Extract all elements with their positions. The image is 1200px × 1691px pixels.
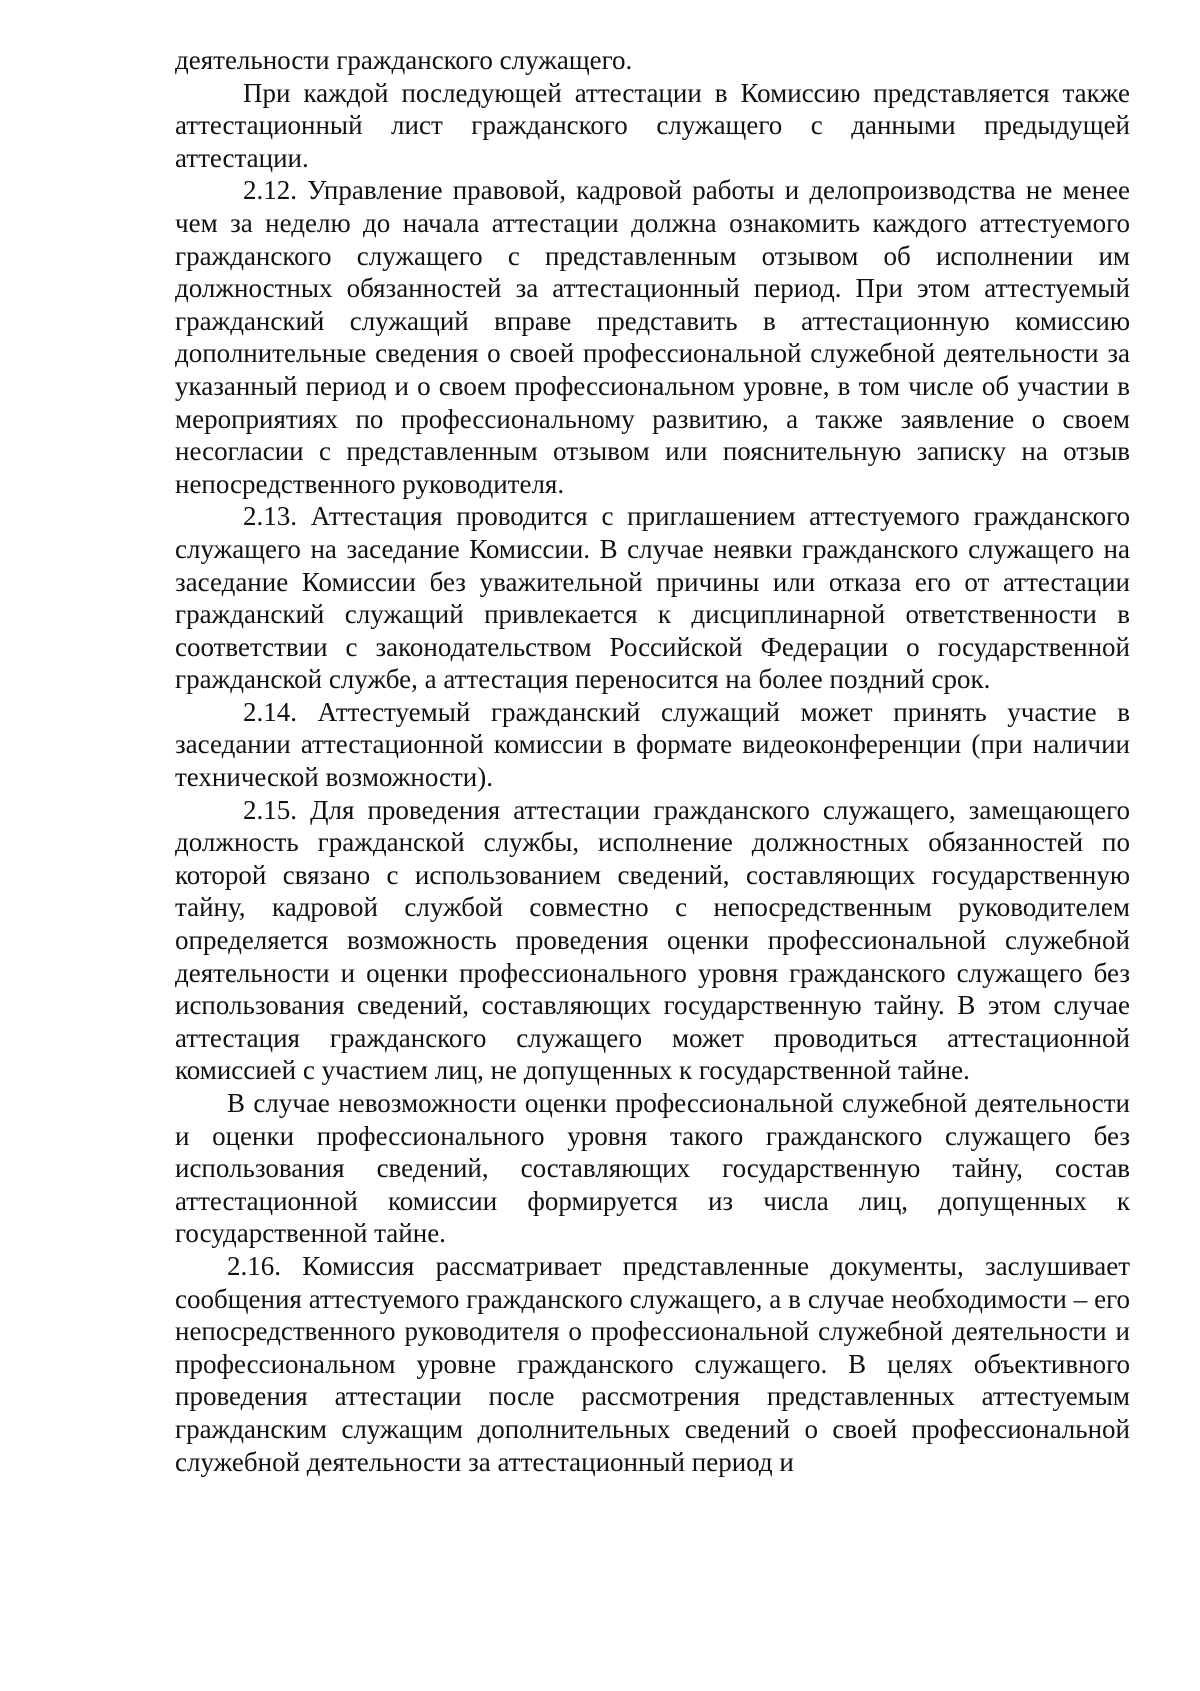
- paragraph-2-13: 2.13. Аттестация проводится с приглашением аттестуемого гражданского служащего на заседание Комиссии. В случае неявки гражданского служащего на заседание Комиссии без уважительной причины или отказа его от аттестации гражданский служащий привлекается к дисциплинарной ответственности в соответствии с законодательством Российской Федерации о государственной гражданской службе, а аттестация переносится на более поздний срок.: [175, 501, 1130, 695]
- paragraph-2-16: 2.16. Комиссия рассматривает представленные документы, заслушивает сообщения аттестуемого гражданского служащего, а в случае необходимости – его непосредственного руководителя о профессиональной служебной деятельности и профессиональном уровне гражданского служащего. В целях объективного проведения аттестации после рассмотрения представленных аттестуемым гражданским служащим дополнительных сведений о своей профессиональной служебной деятельности за аттестационный период и: [175, 1250, 1130, 1477]
- document-body: [175, 44, 1130, 1478]
- paragraph-continuation: деятельности гражданского служащего.: [175, 45, 633, 75]
- paragraph-attestation-sheet: При каждой последующей аттестации в Комиссию представляется также аттестационный лист гражданского служащего с данными предыдущей аттестации.: [175, 77, 1130, 173]
- paragraph-2-15: 2.15. Для проведения аттестации гражданского служащего, замещающего должность гражданской службы, исполнение должностных обязанностей по которой связано с использованием сведений, составляющих государственную тайну, кадровой службой совместно с непосредственным руководителем определяется возможность проведения оценки профессиональной служебной деятельности и оценки профессионального уровня гражданского служащего без использования сведений, составляющих государственную тайну. В этом случае аттестация гражданского служащего может проводиться аттестационной комиссией с участием лиц, не допущенных к государственной тайне.: [175, 794, 1130, 1086]
- paragraph-state-secret: В случае невозможности оценки профессиональной служебной деятельности и оценки профессионального уровня такого гражданского служащего без использования сведений, составляющих государственную тайну, состав аттестационной комиссии формируется из числа лиц, допущенных к государственной тайне.: [175, 1088, 1130, 1249]
- paragraph-2-14: 2.14. Аттестуемый гражданский служащий может принять участие в заседании аттестационной комиссии в формате видеоконференции (при наличии технической возможности).: [175, 696, 1130, 793]
- paragraph-2-12: 2.12. Управление правовой, кадровой работы и делопроизводства не менее чем за неделю до начала аттестации должна ознакомить каждого аттестуемого гражданского служащего с представленным отзывом об исполнении им должностных обязанностей за аттестационный период. При этом аттестуемый гражданский служащий вправе представить в аттестационную комиссию дополнительные сведения о своей профессиональной служебной деятельности за указанный период и о своем профессиональном уровне, в том числе об участии в мероприятиях по профессиональному развитию, а также заявление о своем несогласии с представленным отзывом или пояснительную записку на отзыв непосредственного руководителя.: [175, 175, 1130, 499]
